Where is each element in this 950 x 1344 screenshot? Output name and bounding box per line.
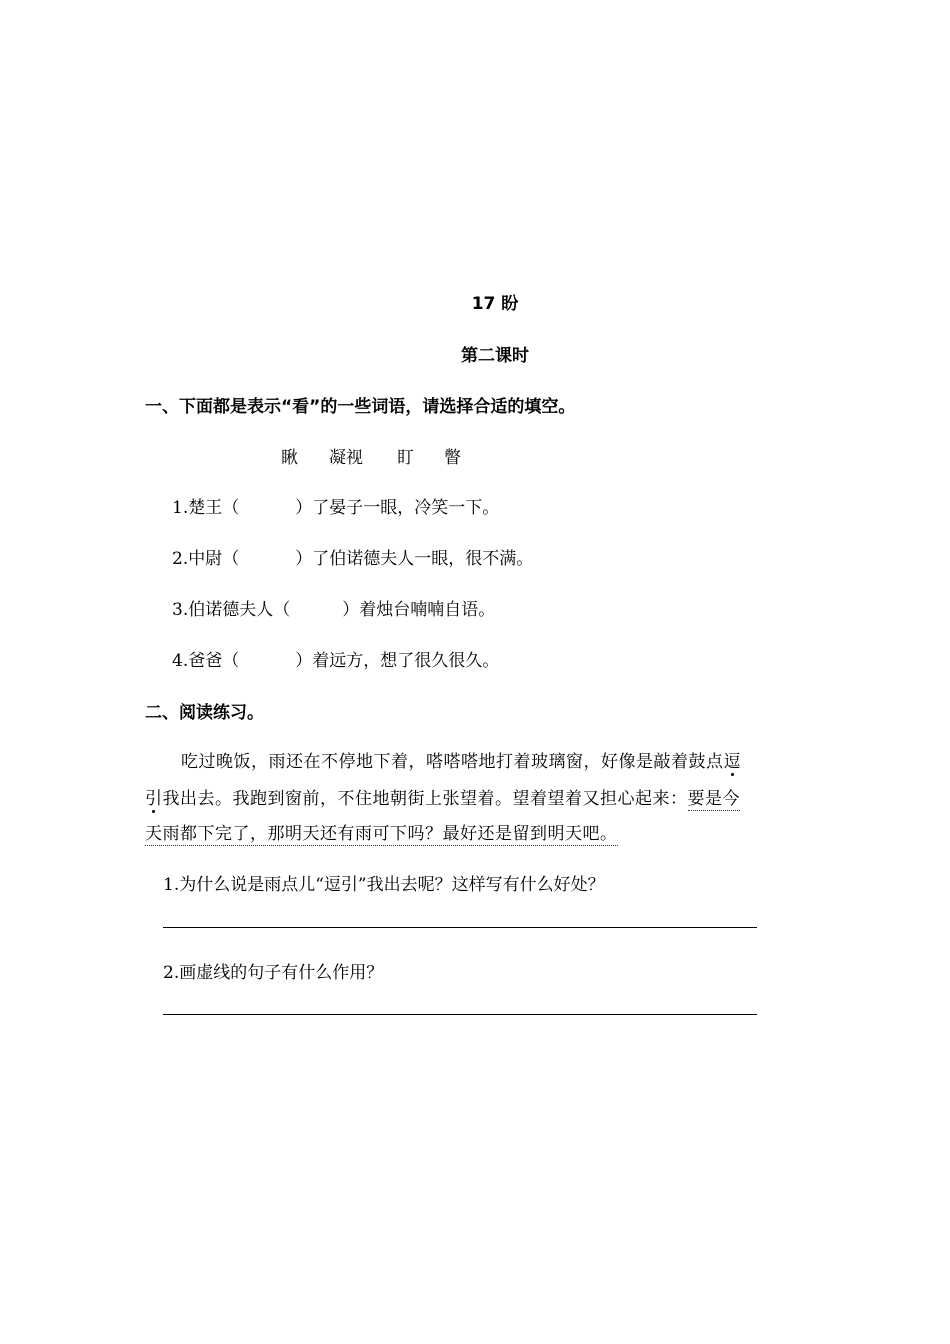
emphasis-char-yin: 引 — [145, 789, 163, 809]
question-2: 2.画虚线的句子有什么作用？ — [163, 963, 384, 983]
word-option-2: 凝视 — [329, 448, 363, 468]
question-1: 1.为什么说是雨点儿“逗引”我出去呢？这样写有什么好处？ — [163, 875, 605, 895]
fill-item-3 — [172, 595, 495, 620]
passage-line-1 — [181, 747, 741, 772]
fill-item-4-suffix: ）着远方，想了很久很久。 — [295, 651, 500, 671]
passage-line-2 — [145, 784, 740, 809]
fill-item-1-suffix: ）了晏子一眼，冷笑一下。 — [295, 498, 500, 518]
fill-item-1-prefix: 1.楚王（ — [172, 498, 240, 518]
fill-item-2-suffix: ）了伯诺德夫人一眼，很不满。 — [295, 549, 534, 569]
dotted-sentence-part-1: 要是今 — [687, 789, 740, 809]
passage-line-3 — [145, 819, 618, 844]
fill-item-2 — [172, 544, 533, 569]
fill-item-2-prefix: 2.中尉（ — [172, 549, 240, 569]
answer-line-2[interactable] — [163, 1014, 757, 1015]
page-title: 17 盼 — [471, 294, 519, 314]
fill-item-1 — [172, 493, 499, 518]
fill-item-3-prefix: 3.伯诺德夫人（ — [172, 600, 291, 620]
emphasis-char-dou: 逗 — [723, 752, 741, 772]
answer-line-1[interactable] — [163, 927, 757, 928]
fill-item-3-suffix: ）着烛台喃喃自语。 — [342, 600, 496, 620]
word-option-3: 盯 — [397, 448, 414, 468]
word-option-4: 瞥 — [444, 448, 461, 468]
section-2-heading: 二、阅读练习。 — [145, 703, 264, 723]
passage-line-1-text: 吃过晚饭，雨还在不停地下着，嗒嗒嗒地打着玻璃窗，好像是敲着鼓点 — [181, 752, 724, 772]
dotted-sentence-part-2: 天雨都下完了，那明天还有雨可下吗？最好还是留到明天吧。 — [145, 824, 618, 844]
section-1-heading: 一、下面都是表示“看”的一些词语，请选择合适的填空。 — [145, 397, 576, 417]
word-option-1: 瞅 — [281, 448, 298, 468]
fill-item-4-prefix: 4.爸爸（ — [172, 651, 240, 671]
lesson-subtitle: 第二课时 — [461, 346, 529, 366]
fill-item-4 — [172, 646, 499, 671]
passage-line-2-text: 我出去。我跑到窗前，不住地朝街上张望着。望着望着又担心起来： — [162, 789, 688, 809]
